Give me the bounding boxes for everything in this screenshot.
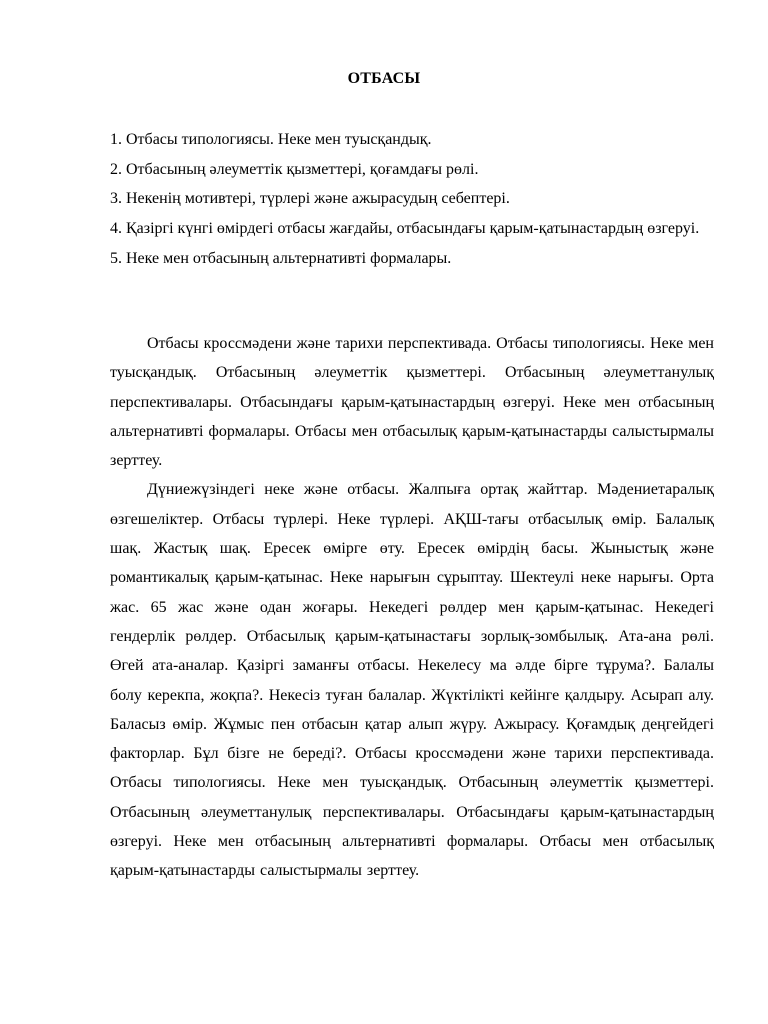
outline-item: 3. Некенің мотивтері, түрлері және ажырасудың себептері. <box>110 190 510 208</box>
outline-item: 4. Қазіргі күнгі өмірдегі отбасы жағдайы, отбасындағы қарым-қатынастардың өзгеруі. <box>110 220 700 238</box>
body-paragraph: Дүниежүзіндегі неке және отбасы. Жалпыға ортақ жайттар. Мәдениетаралық өзгешеліктер. Отбасы түрлері. Неке түрлері. АҚШ-тағы отбасылық өмір. Балалық шақ. Жастық шақ. Ересек өмірге өту. Ересек өмірдің басы. Жыныстық және романтикалық қарым-қатынас. Неке нарығын сұрыптау. Шектеулі неке нарығы. Орта жас. 65 жас және одан жоғары. Некедегі рөлдер мен қарым-қатынас. Некедегі гендерлік рөлдер. Отбасылық қарым-қатынастағы зорлық-зомбылық. Ата-ана рөлі. Өгей ата-аналар. Қазіргі заманғы отбасы. Некелесу ма әлде бірге тұрума?. Балалы болу керекпа, жоқпа?. Некесіз туған балалар. Жүктілікті кейінге қалдыру. Асырап алу. Баласыз өмір. Жұмыс пен отбасын қатар алып жүру. Ажырасу. Қоғамдық деңгейдегі факторлар. Бұл бізге не береді?. Отбасы кроссмәдени және тарихи перспективада. Отбасы типологиясы. Неке мен туысқандық. Отбасының әлеуметтік қызметтері. Отбасының әлеуметтанулық перспективалары. Отбасындағы қарым-қатынастардың өзгеруі. Неке мен отбасының альтернативті формалары. Отбасы мен отбасылық қарым-қатынастарды салыстырмалы зерттеу. <box>110 481 714 880</box>
page-title: ОТБАСЫ <box>347 70 421 87</box>
outline-item: 5. Неке мен отбасының альтернативті формалары. <box>110 249 452 267</box>
topic-outline <box>110 125 715 274</box>
body-text <box>110 329 714 886</box>
outline-item: 2. Отбасының әлеуметтік қызметтері, қоғамдағы рөлі. <box>110 160 479 178</box>
outline-item: 1. Отбасы типологиясы. Неке мен туысқандық. <box>110 131 432 148</box>
body-paragraph: Отбасы кроссмәдени және тарихи перспективада. Отбасы типологиясы. Неке мен туысқандық. Отбасының әлеуметтік қызметтері. Отбасының әлеуметтанулық перспективалары. Отбасындағы қарым-қатынастардың өзгеруі. Неке мен отбасының альтернативті формалары. Отбасы мен отбасылық қарым-қатынастарды салыстырмалы зерттеу. <box>110 335 714 470</box>
